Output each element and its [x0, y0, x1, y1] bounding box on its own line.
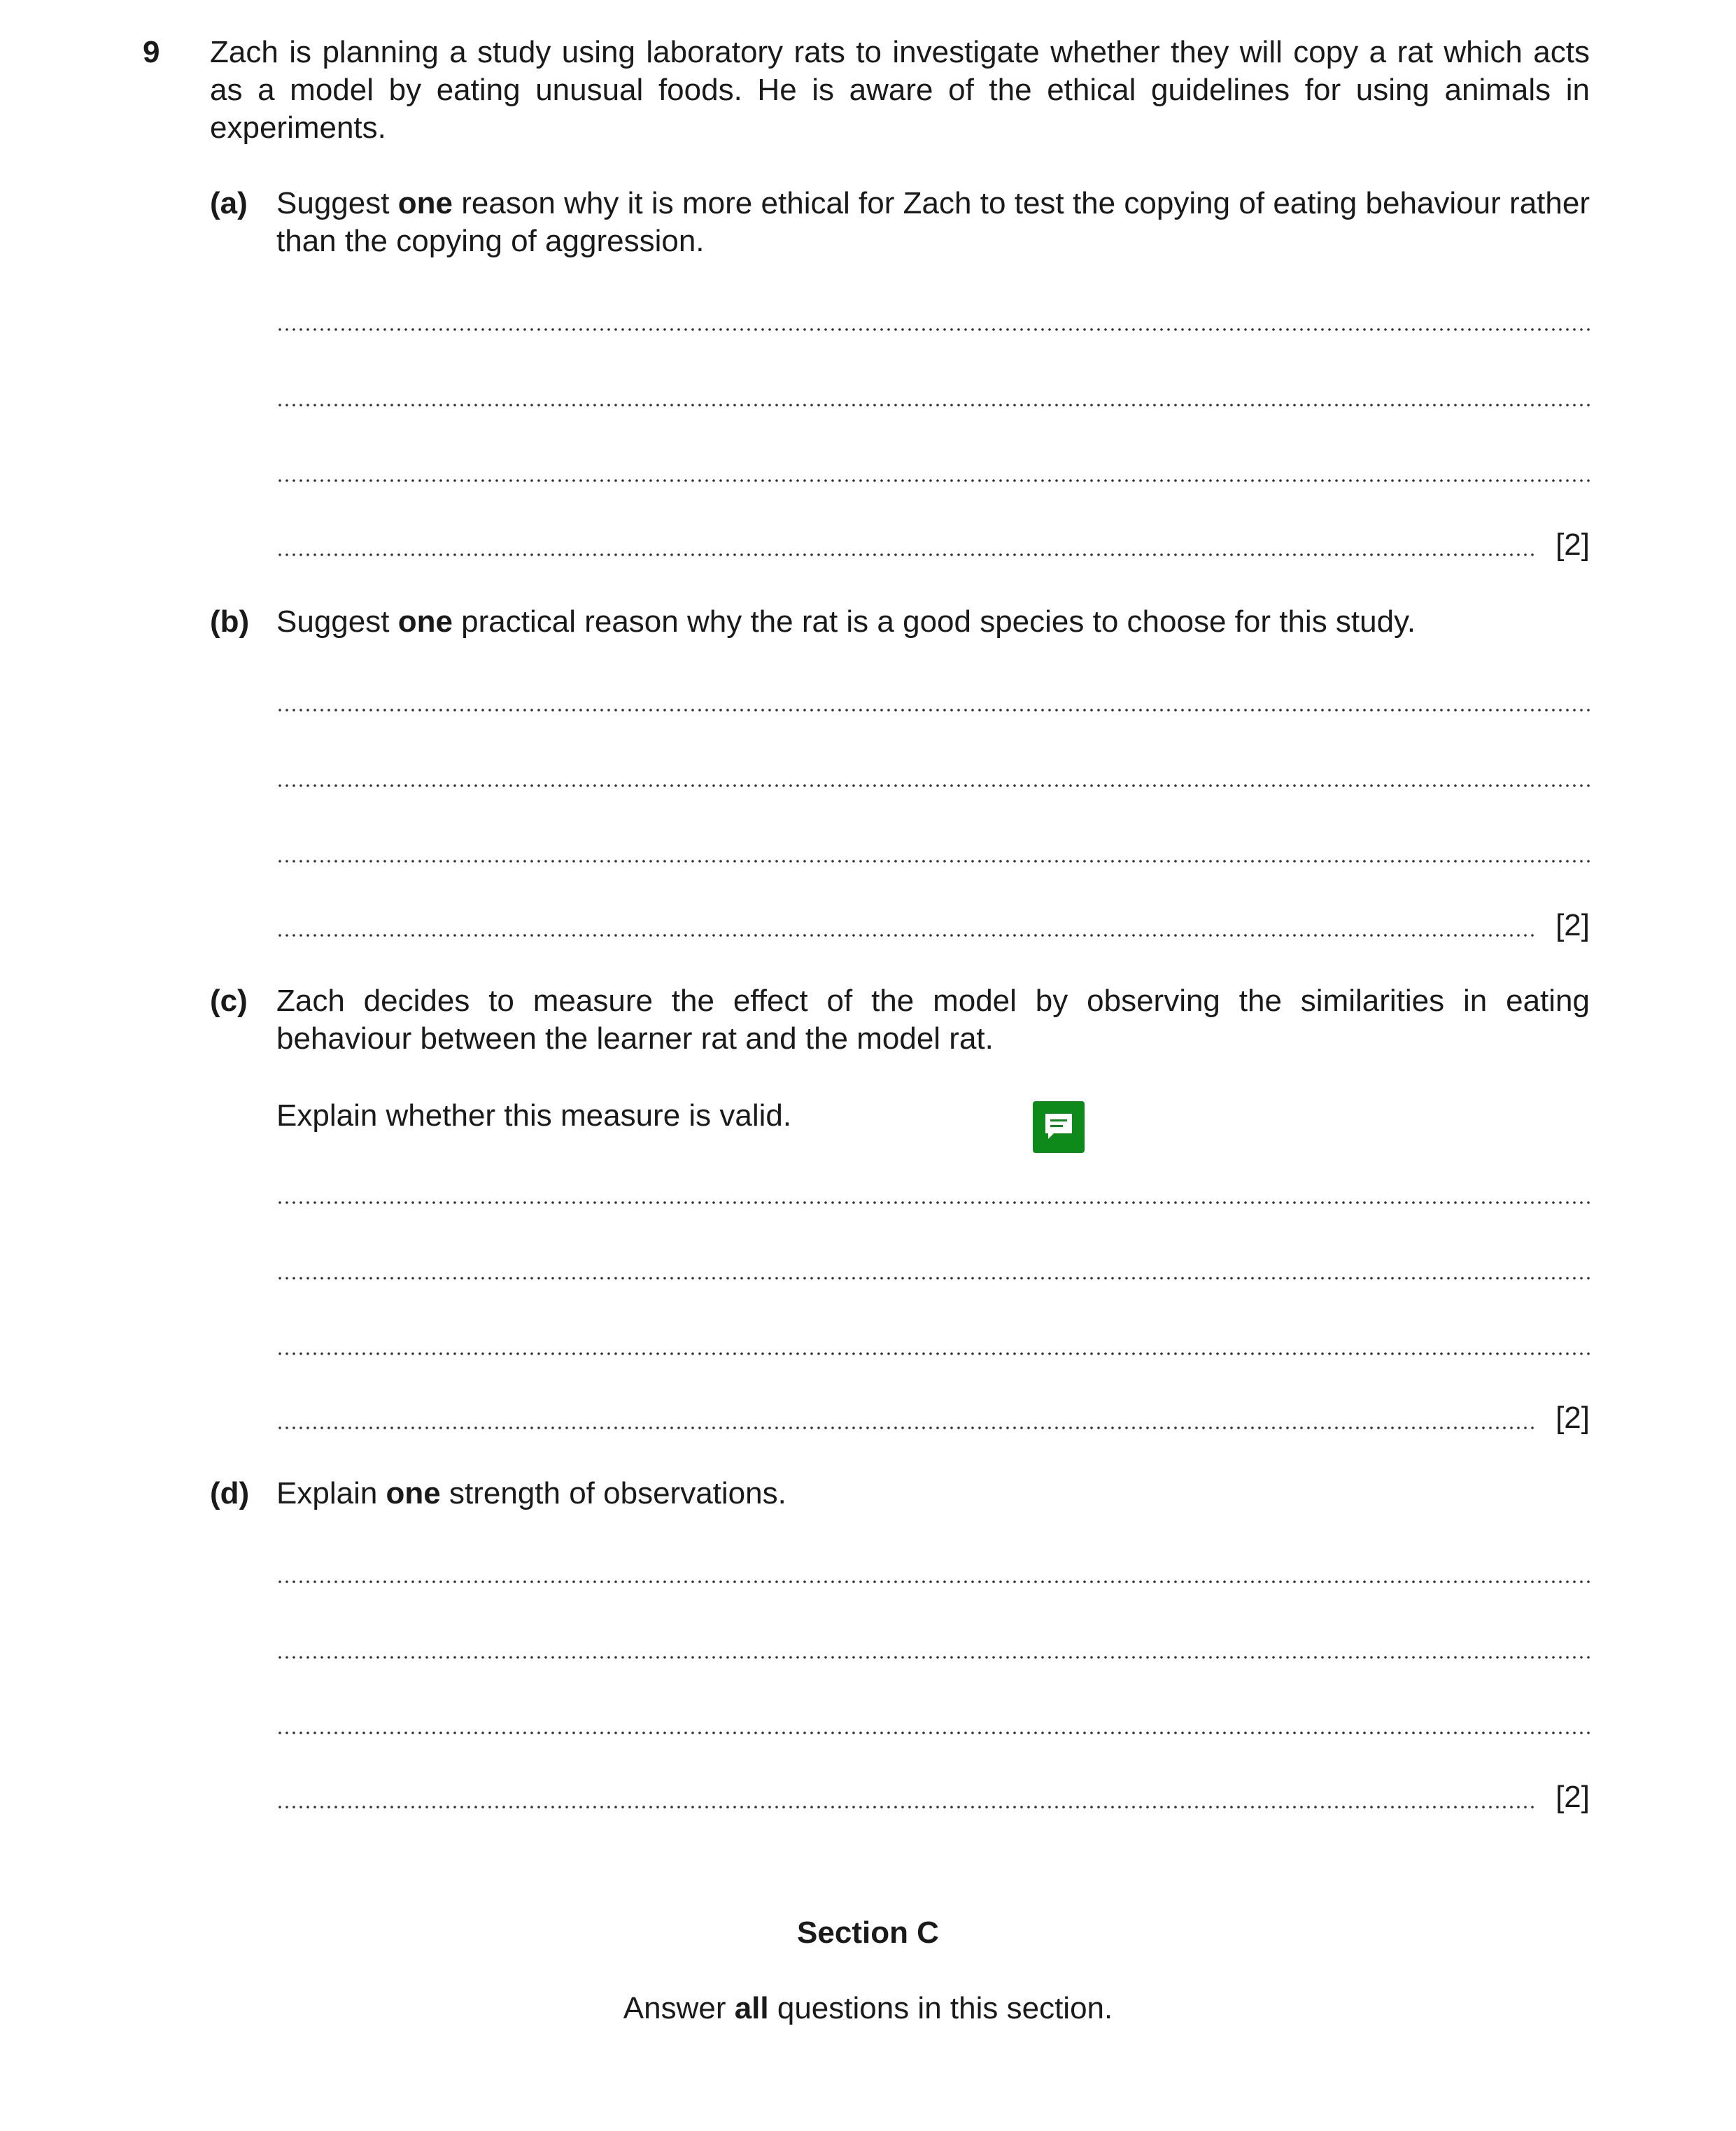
answer-line[interactable] [276, 1174, 1590, 1212]
answer-line[interactable] [276, 1629, 1590, 1666]
answer-line[interactable] [276, 526, 1590, 564]
part-c-label: (c) [210, 984, 248, 1018]
comment-icon[interactable] [1033, 1101, 1085, 1153]
part-d-label: (d) [210, 1476, 250, 1510]
answer-line[interactable] [276, 1704, 1590, 1742]
answer-line[interactable] [276, 681, 1590, 719]
answer-line[interactable] [276, 1249, 1590, 1287]
answer-line[interactable] [276, 757, 1590, 795]
answer-line[interactable] [276, 1553, 1590, 1591]
answer-line[interactable] [276, 1325, 1590, 1363]
part-b-label: (b) [210, 604, 250, 639]
part-d-marks: [2] [1555, 1780, 1590, 1814]
part-c-instruction: Explain whether this measure is valid. [276, 1098, 792, 1133]
part-b-marks: [2] [1555, 908, 1590, 942]
question-stem: Zach is planning a study using laboratory rats to investigate whether they will copy a rat which acts as a model by eating unusual foods. He is aware of the ethical guidelines for using animals in experiments. [210, 35, 1590, 145]
answer-line[interactable] [276, 1399, 1590, 1437]
answer-line[interactable] [276, 1778, 1590, 1816]
part-a-marks: [2] [1555, 528, 1590, 562]
part-b-text: Suggest one practical reason why the rat is a good species to choose for this study. [276, 604, 1416, 639]
answer-line[interactable] [276, 452, 1590, 490]
part-a-label: (a) [210, 186, 248, 220]
part-c-marks: [2] [1555, 1401, 1590, 1435]
section-title: Section C [797, 1916, 939, 1950]
answer-line[interactable] [276, 907, 1590, 944]
answer-line[interactable] [276, 376, 1590, 414]
question-number: 9 [143, 35, 160, 69]
answer-line[interactable] [276, 833, 1590, 870]
part-a-text: Suggest one reason why it is more ethical for Zach to test the copying of eating behaviour rather than the copying of aggression. [276, 186, 1590, 258]
section-instruction: Answer all questions in this section. [623, 1991, 1113, 2025]
part-c-text: Zach decides to measure the effect of the model by observing the similarities in eating behaviour between the learner rat and the model rat. [276, 984, 1590, 1056]
part-d-text: Explain one strength of observations. [276, 1476, 786, 1510]
answer-line[interactable] [276, 301, 1590, 339]
